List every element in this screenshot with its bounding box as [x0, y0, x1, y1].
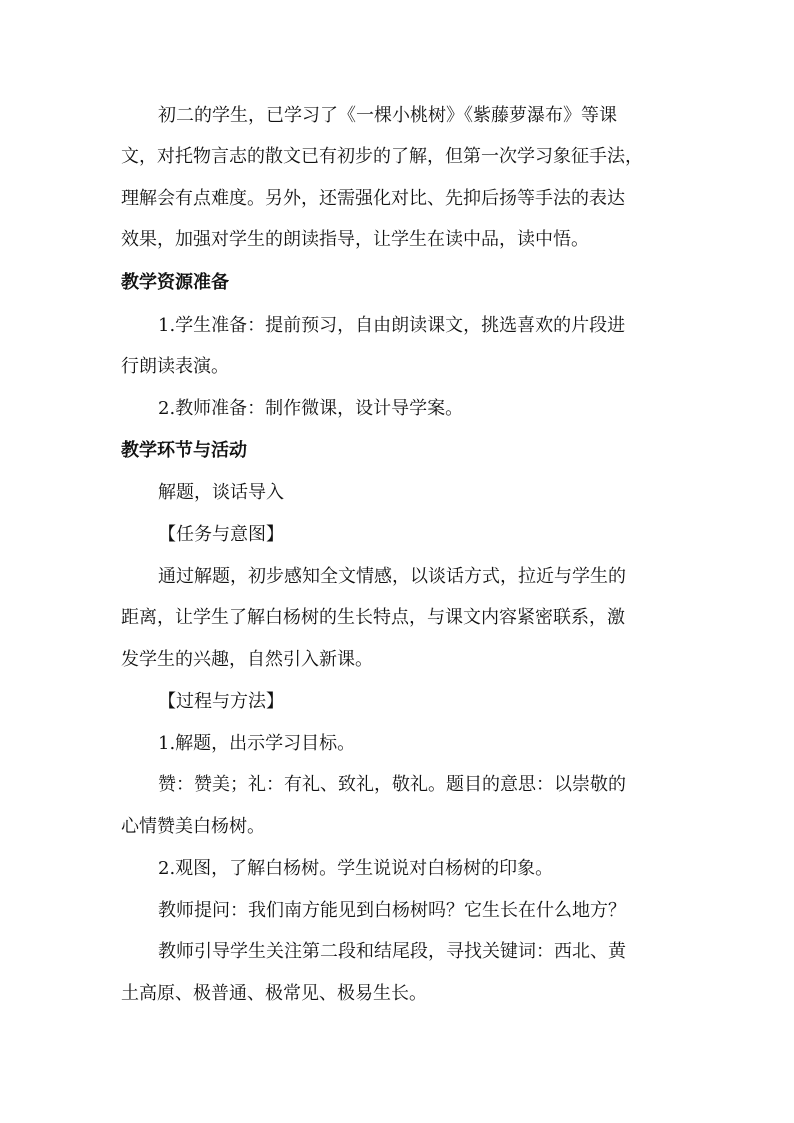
paragraph-line: 理解会有点难度。另外，还需强化对比、先抑后扬等手法的表达 — [121, 188, 625, 209]
paragraph-line: 2.教师准备：制作微课，设计导学案。 — [158, 398, 464, 419]
paragraph-line: 教师提问：我们南方能见到白杨树吗？它生长在什么地方？ — [158, 900, 626, 921]
section-heading-resources: 教学资源准备 — [121, 272, 229, 293]
paragraph-line: 土高原、极普通、极常见、极易生长。 — [121, 983, 427, 1004]
paragraph-line: 初二的学生，已学习了《一棵小桃树》《紫藤萝瀑布》等课 — [158, 105, 617, 126]
paragraph-line: 通过解题，初步感知全文情感，以谈话方式，拉近与学生的 — [158, 566, 626, 587]
paragraph-line: 1.学生准备：提前预习，自由朗读课文，挑选喜欢的片段进 — [158, 315, 626, 336]
section-heading-activities: 教学环节与活动 — [121, 440, 247, 461]
task-label: 【任务与意图】 — [158, 524, 284, 545]
paragraph-line: 2.观图，了解白杨树。学生说说对白杨树的印象。 — [158, 858, 554, 879]
paragraph-line: 心情赞美白杨树。 — [121, 816, 265, 837]
paragraph-line: 行朗读表演。 — [121, 356, 229, 377]
paragraph-line: 教师引导学生关注第二段和结尾段，寻找关键词：西北、黄 — [158, 941, 626, 962]
paragraph-line: 文，对托物言志的散文已有初步的了解，但第一次学习象征手法， — [121, 146, 643, 167]
paragraph-line: 效果，加强对学生的朗读指导，让学生在读中品，读中悟。 — [121, 229, 589, 250]
step-title: 解题，谈话导入 — [158, 482, 284, 503]
paragraph-line: 发学生的兴趣，自然引入新课。 — [121, 649, 373, 670]
paragraph-line: 1.解题，出示学习目标。 — [158, 733, 356, 754]
process-label: 【过程与方法】 — [158, 691, 284, 712]
paragraph-line: 距离，让学生了解白杨树的生长特点，与课文内容紧密联系，激 — [121, 607, 625, 628]
paragraph-line: 赞：赞美；礼：有礼、致礼，敬礼。题目的意思：以崇敬的 — [158, 774, 626, 795]
